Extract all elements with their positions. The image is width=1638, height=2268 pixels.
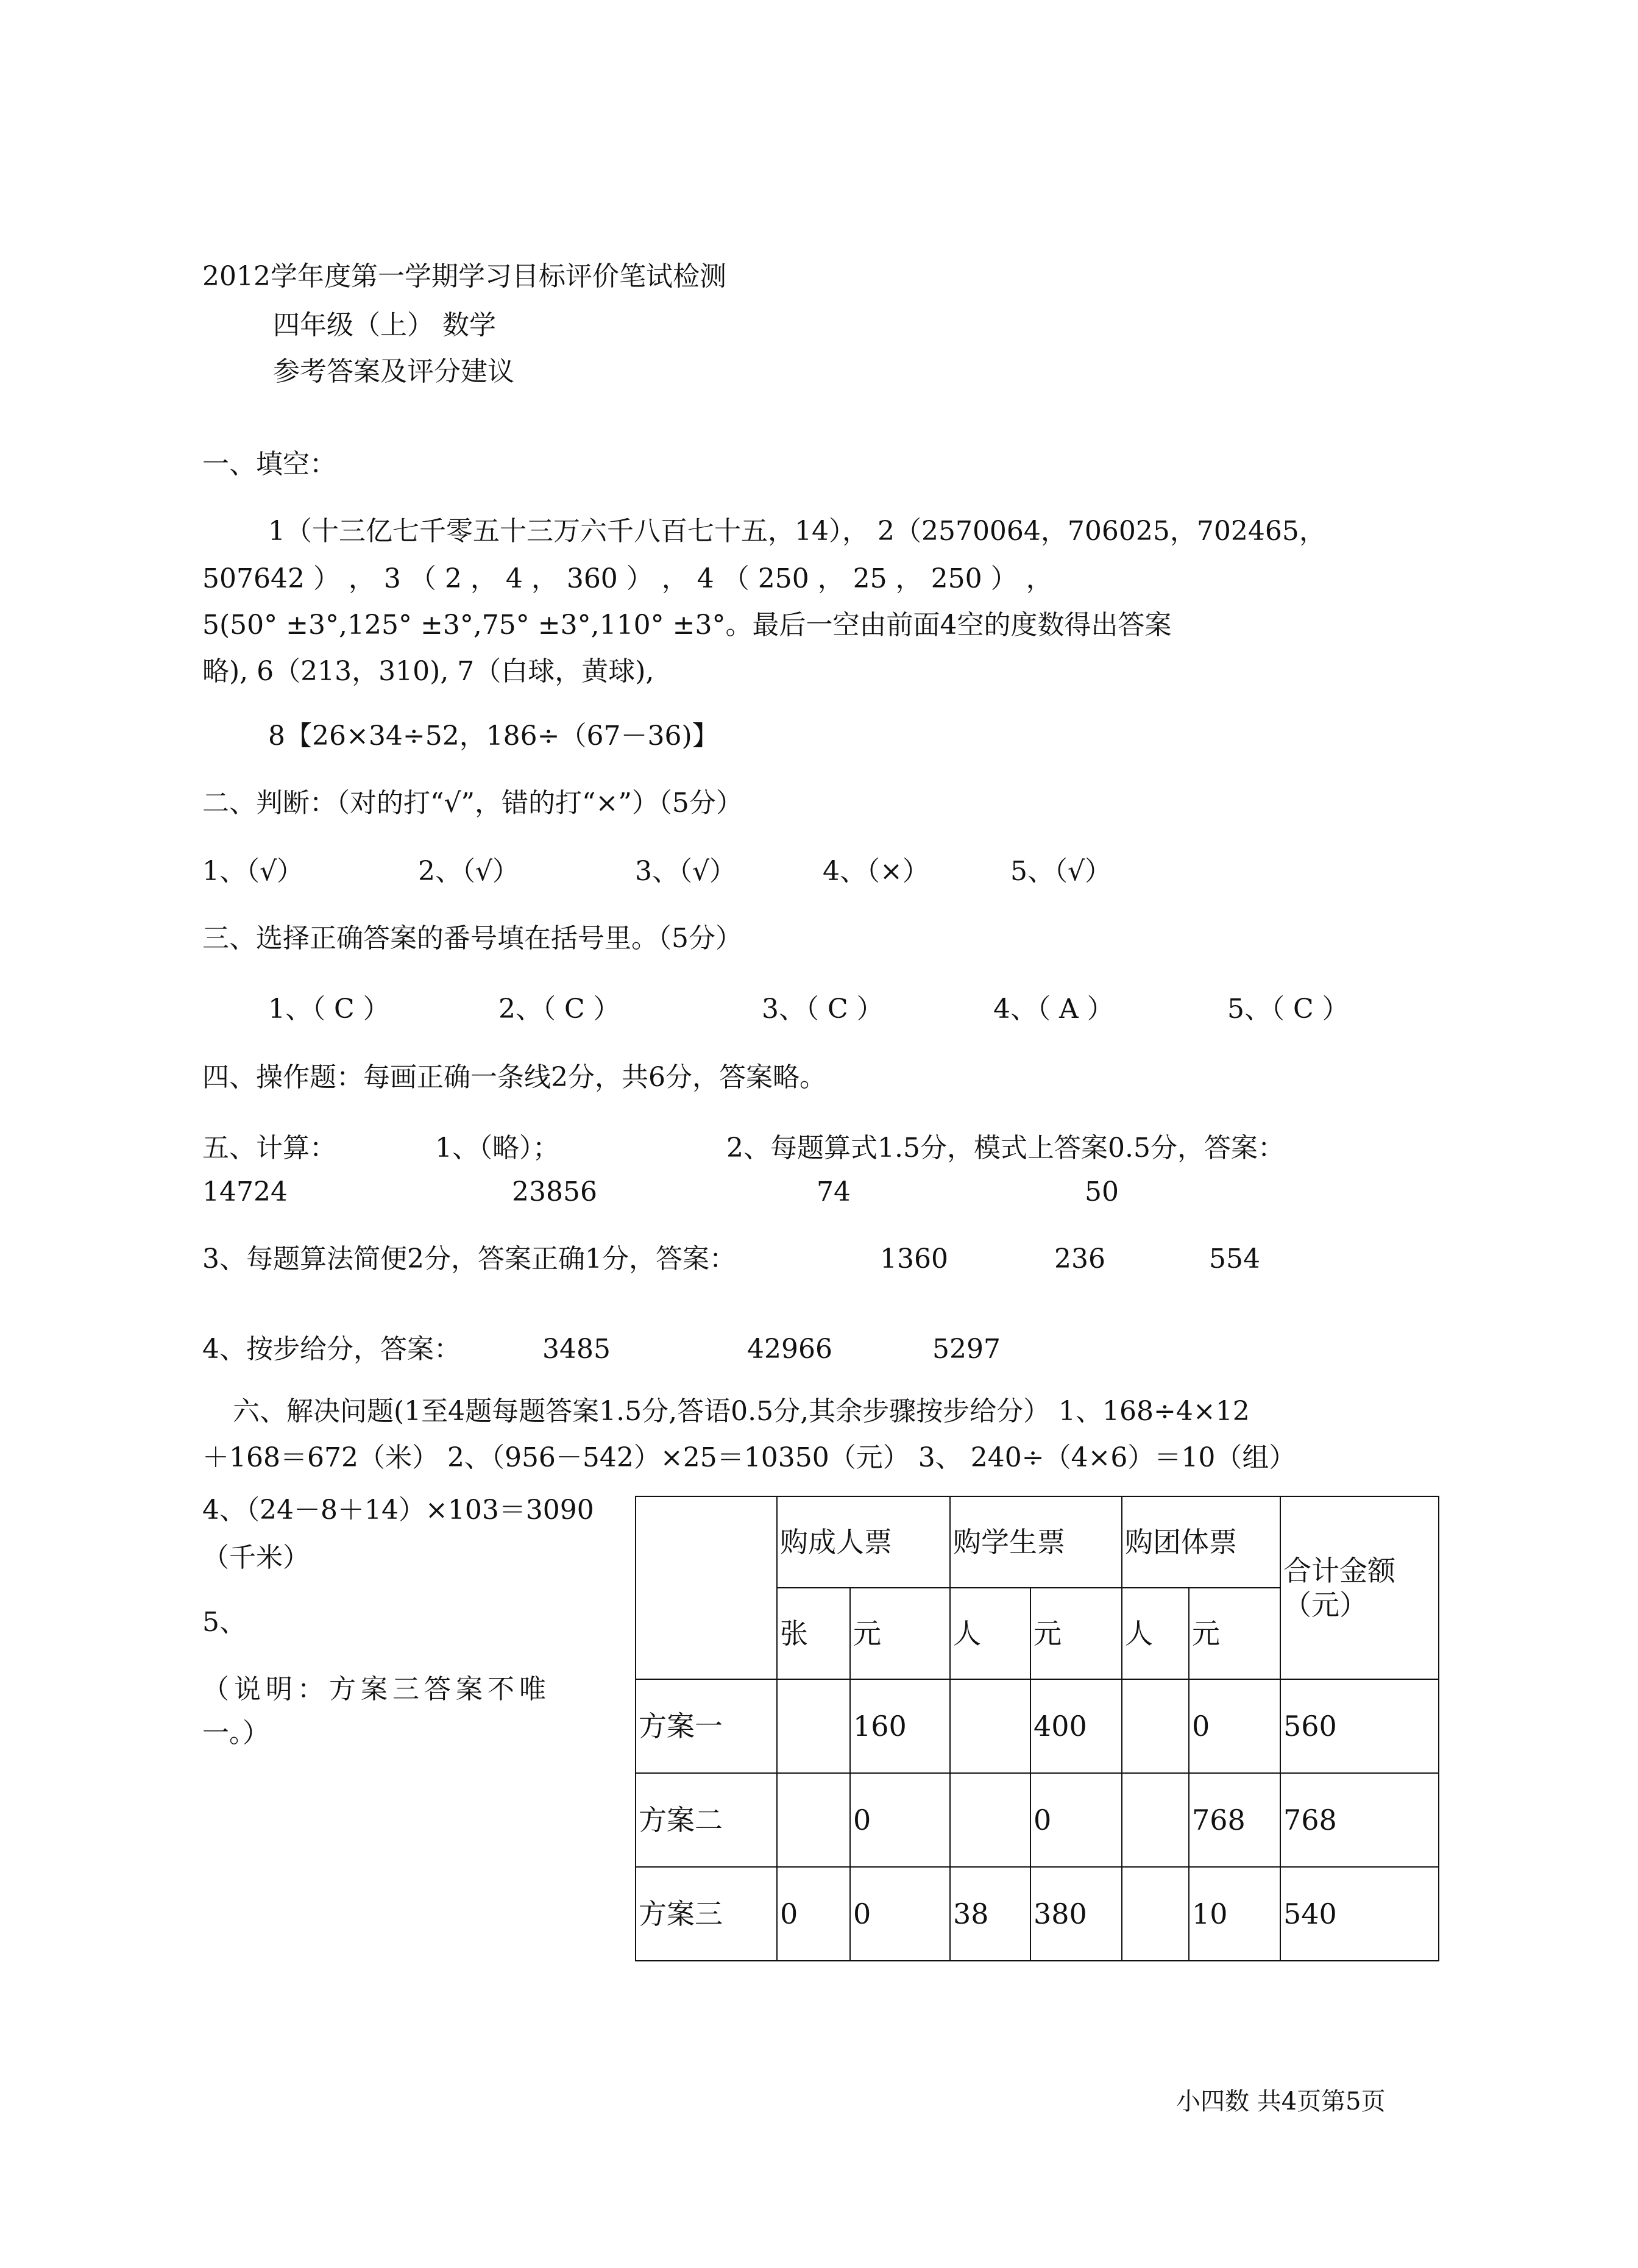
table-cell: 380 [1030,1867,1122,1961]
scheme-note-line-2: 一。） [202,1718,269,1749]
calc-answer-value: 3485 [542,1334,611,1365]
header-adult-tickets: 购成人票 [777,1496,950,1588]
table-cell: 768 [1189,1773,1280,1867]
calc-answer-value: 42966 [747,1334,832,1365]
table-cell [1122,1773,1189,1867]
calc-part-1: 1、（略）； [435,1132,559,1164]
row-label: 方案三 [636,1867,777,1961]
choice-answer-1: 1、（ C ） [268,994,390,1025]
judgement-answer-3: 3、（√） [635,856,737,887]
section-6-line-1: 六、解决问题(1至4题每题答案1.5分,答语0.5分,其余步骤按步给分） 1、168÷4×12 [233,1396,1250,1427]
header-total-amount [1280,1496,1439,1679]
section-1-line-2: 507642 ） ， 3 （ 2 ， 4 ， 360 ） ， 4 （ 250 ， 25 ， 250 ） ， [202,563,1053,594]
table-cell: 560 [1280,1679,1439,1773]
subheader-yuan: 元 [1189,1588,1280,1679]
header-student-tickets: 购学生票 [950,1496,1122,1588]
table-cell [950,1679,1030,1773]
row-label: 方案一 [636,1679,777,1773]
judgement-answer-2: 2、（√） [418,856,520,887]
question-5-label: 5、 [202,1607,246,1638]
table-cell [950,1773,1030,1867]
choice-answer-5: 5、（ C ） [1227,994,1349,1025]
calc-answer-value: 74 [817,1176,851,1207]
section-1-line-5: 8【26×34÷52，186÷（67－36)】 [268,720,719,752]
section-2-heading: 二、判断：（对的打“√”，错的打“×”）（5分） [202,787,743,819]
document-title: 2012学年度第一学期学习目标评价笔试检测 [202,261,726,292]
document-subtitle: 参考答案及评分建议 [273,356,514,387]
section-1-line-1: 1（十三亿七千零五十三万六千八百七十五，14）， 2（2570064，706025，702465， [268,516,1326,547]
table-cell: 0 [777,1867,850,1961]
table-cell [777,1773,850,1867]
question-4-unit: （千米） [202,1542,310,1573]
choice-answer-3: 3、（ C ） [762,994,884,1025]
section-1-heading: 一、填空： [202,449,336,480]
table-cell: 160 [850,1679,950,1773]
judgement-answer-1: 1、（√） [202,856,304,887]
table-cell [777,1679,850,1773]
choice-answer-4: 4、（ A ） [993,994,1114,1025]
subheader-people: 人 [1122,1588,1189,1679]
judgement-answer-4: 4、（×） [823,856,929,887]
section-1-line-4: 略), 6（213，310), 7（白球，黄球), [202,656,654,687]
page-footer: 小四数 共4页第5页 [1176,2088,1386,2116]
calc-answer-value: 236 [1054,1243,1105,1274]
table-corner-cell [636,1496,777,1679]
calc-part-3: 3、每题算法简便2分，答案正确1分，答案： [202,1243,736,1274]
row-label: 方案二 [636,1773,777,1867]
table-cell: 768 [1280,1773,1439,1867]
calc-answer-value: 23856 [512,1176,597,1207]
section-5-heading: 五、计算： [202,1132,336,1164]
table-cell: 540 [1280,1867,1439,1961]
subheader-yuan: 元 [850,1588,950,1679]
grade-subject: 四年级（上） 数学 [273,310,496,341]
subheader-yuan: 元 [1030,1588,1122,1679]
table-cell: 0 [1189,1679,1280,1773]
table-row [636,1867,1439,1961]
table-cell: 0 [1030,1773,1122,1867]
ticket-scheme-table [635,1496,1439,1961]
section-4-heading: 四、操作题：每画正确一条线2分，共6分，答案略。 [202,1062,826,1093]
header-total-line-1: 合计金额 [1283,1554,1395,1587]
question-4-answer: 4、（24－8＋14）×103＝3090 [202,1495,594,1526]
calc-answer-value: 14724 [202,1176,288,1207]
table-cell: 0 [850,1773,950,1867]
table-row [636,1773,1439,1867]
table-cell: 10 [1189,1867,1280,1961]
judgement-answer-5: 5、（√） [1010,856,1112,887]
calc-answer-value: 1360 [880,1243,948,1274]
table-cell [1122,1867,1189,1961]
subheader-people: 人 [950,1588,1030,1679]
header-total-line-2: （元） [1283,1588,1367,1621]
section-3-heading: 三、选择正确答案的番号填在括号里。（5分） [202,923,742,954]
calc-answer-value: 554 [1209,1243,1260,1274]
calc-answer-value: 5297 [932,1334,1001,1365]
table-cell: 0 [850,1867,950,1961]
table-cell [1122,1679,1189,1773]
calc-answer-value: 50 [1085,1176,1119,1207]
choice-answer-2: 2、（ C ） [498,994,620,1025]
section-1-line-3: 5(50° ±3°,125° ±3°,75° ±3°,110° ±3°。最后一空由前面4空的度数得出答案 [202,610,1172,641]
table-row [636,1679,1439,1773]
calc-part-2: 2、每题算式1.5分，模式上答案0.5分，答案： [726,1132,1285,1164]
scheme-note-line-1: （说明：方案三答案不唯 [202,1674,551,1705]
table-cell: 38 [950,1867,1030,1961]
subheader-count: 张 [777,1588,850,1679]
header-group-tickets: 购团体票 [1122,1496,1280,1588]
calc-part-4: 4、按步给分，答案： [202,1334,461,1365]
section-6-line-2: ＋168＝672（米） 2、（956－542）×25＝10350（元） 3、 240÷（4×6）＝10（组） [202,1442,1296,1473]
table-cell: 400 [1030,1679,1122,1773]
